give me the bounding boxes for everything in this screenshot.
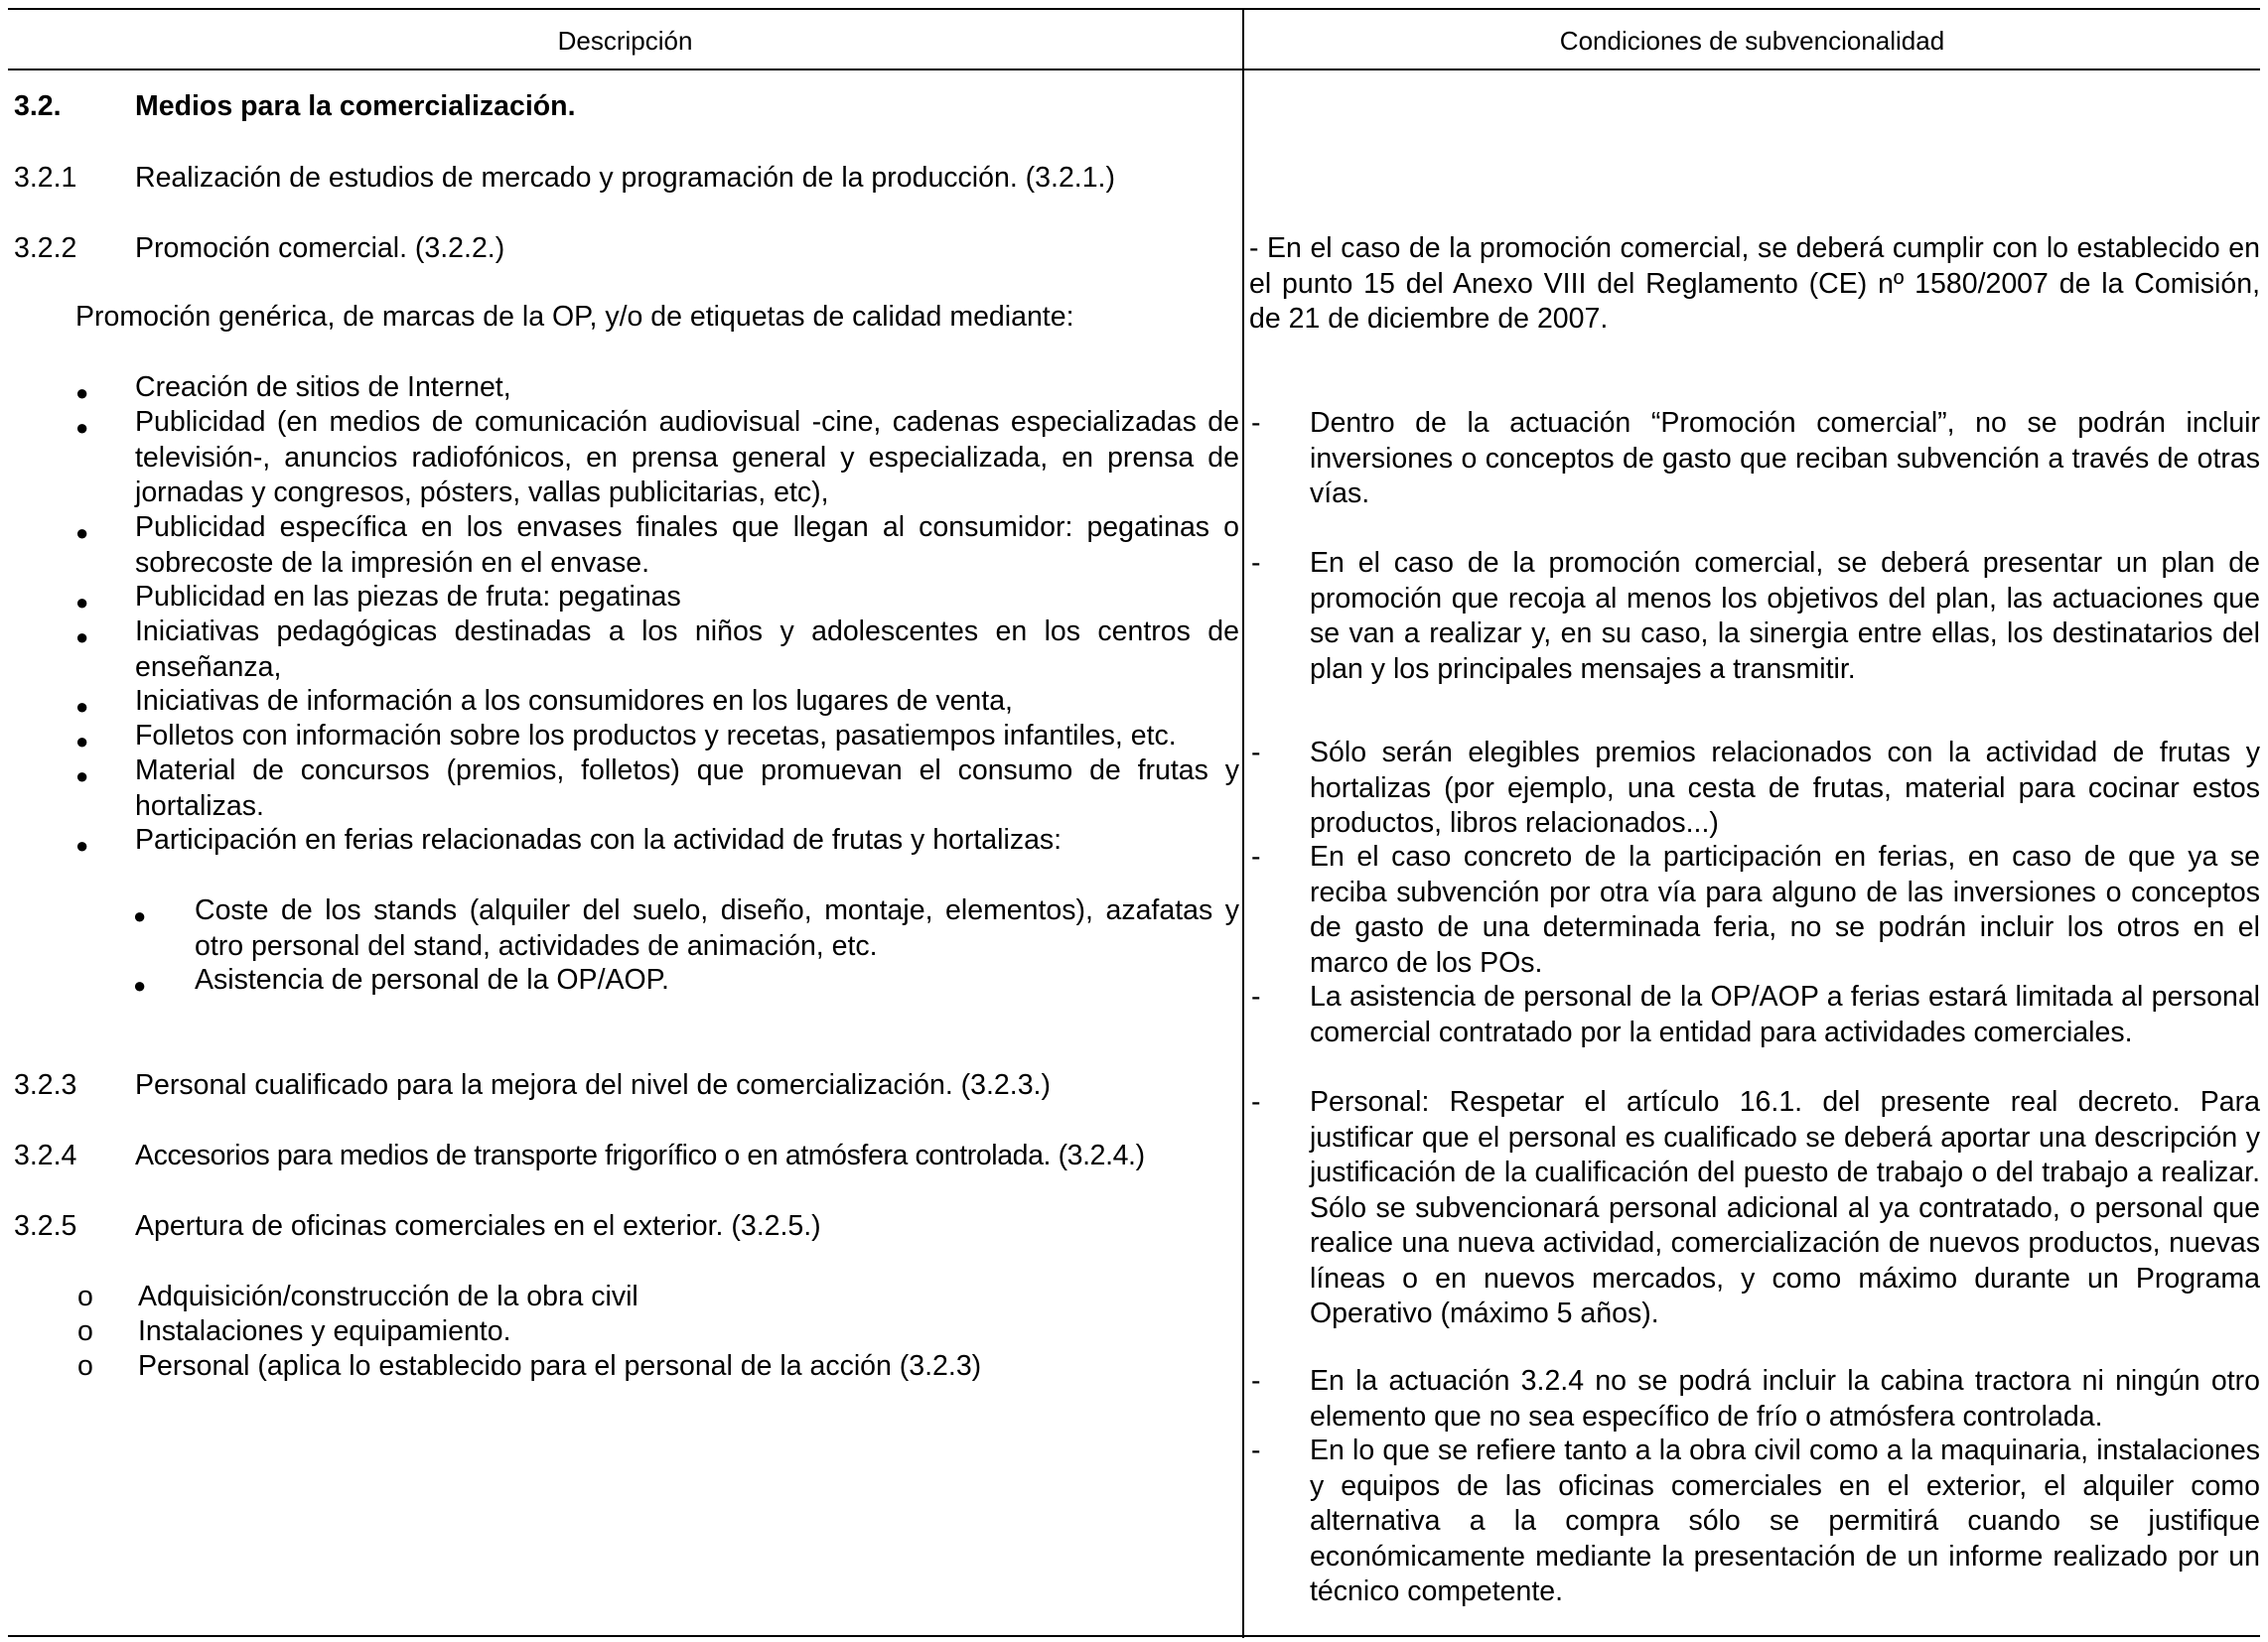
list-item: Folletos con información sobre los productos y recetas, pasatiempos infantiles, etc. <box>135 720 1177 752</box>
section-text: Personal cualificado para la mejora del nivel de comercialización. (3.2.3.) <box>135 1069 1051 1101</box>
dash-marker: - <box>1251 737 1261 768</box>
list-item: Adquisición/construcción de la obra civil <box>138 1281 638 1312</box>
section-number: 3.2.2 <box>14 232 77 264</box>
column-divider <box>1242 8 1244 1638</box>
condition-item: En la actuación 3.2.4 no se podrá incluir la cabina tractora ni ningún otro elemento que no sea específico de frío o atmósfera controlada. <box>1310 1365 2260 1433</box>
bullet-icon: ● <box>75 380 89 405</box>
bullet-icon: ● <box>75 520 89 545</box>
section-title: Medios para la comercialización. <box>135 90 576 122</box>
bullet-icon: ● <box>75 763 89 788</box>
section-text: Realización de estudios de mercado y programación de la producción. (3.2.1.) <box>135 162 1115 194</box>
table-bottom-rule <box>8 1635 2260 1637</box>
list-item: Iniciativas de información a los consumidores en los lugares de venta, <box>135 685 1013 717</box>
bullet-icon: ● <box>75 729 89 753</box>
section-text: Promoción comercial. (3.2.2.) <box>135 232 505 264</box>
list-item: Asistencia de personal de la OP/AOP. <box>195 964 669 996</box>
dash-marker: - <box>1251 407 1261 439</box>
condition-item: En lo que se refiere tanto a la obra civil como a la maquinaria, instalaciones y equipos de las oficinas comerciales en el exterior, el alquiler como alternativa a la compra sólo se permitirá cuando se justifique económicamente mediante la presentación de un informe realizado por un técnico competente. <box>1310 1435 2260 1607</box>
list-item: Publicidad en las piezas de fruta: pegatinas <box>135 581 681 613</box>
section-number: 3.2.5 <box>14 1210 77 1242</box>
list-item: Publicidad específica en los envases finales que llegan al consumidor: pegatinas o sobrecoste de la impresión en el envase. <box>135 511 1239 579</box>
condition-item: Dentro de la actuación “Promoción comercial”, no se podrán incluir inversiones o conceptos de gasto que reciban subvención a través de otras vías. <box>1310 407 2260 509</box>
condition-item: La asistencia de personal de la OP/AOP a ferias estará limitada al personal comercial contratado por la entidad para actividades comerciales. <box>1310 981 2260 1048</box>
bullet-icon: ● <box>75 624 89 649</box>
table-top-rule <box>8 8 2260 10</box>
condition-item: En el caso de la promoción comercial, se deberá presentar un plan de promoción que recoja al menos los objetivos del plan, las actuaciones que se van a realizar y, en su caso, la sinergia entre ellas, los destinatarios del plan y los principales mensajes a transmitir. <box>1310 547 2260 685</box>
dash-marker: - <box>1251 1086 1261 1118</box>
list-item: Instalaciones y equipamiento. <box>138 1315 511 1347</box>
promo-intro: Promoción genérica, de marcas de la OP, y/o de etiquetas de calidad mediante: <box>75 301 1074 333</box>
list-item: Material de concursos (premios, folletos) que promuevan el consumo de frutas y hortalizas. <box>135 754 1239 822</box>
section-number: 3.2. <box>14 90 62 122</box>
column-header-condiciones: Condiciones de subvencionalidad <box>1559 26 1945 56</box>
circle-bullet-icon: o <box>77 1350 93 1382</box>
section-number: 3.2.4 <box>14 1140 77 1171</box>
condition-item: Personal: Respetar el artículo 16.1. del presente real decreto. Para justificar que el personal es cualificado se deberá aportar una descripción y justificación de la cualificación del puesto de trabajo o del trabajo a realizar. Sólo se subvencionará personal adicional al ya contratado, o personal que realice una nueva actividad, comercialización de nuevos productos, nuevas líneas o en nuevos mercados, y como máximo durante un Programa Operativo (máximo 5 años). <box>1310 1086 2260 1329</box>
list-item: Iniciativas pedagógicas destinadas a los niños y adolescentes en los centros de enseñanza, <box>135 616 1239 683</box>
list-item: Creación de sitios de Internet, <box>135 371 511 403</box>
dash-marker: - <box>1251 547 1261 579</box>
bullet-icon: ● <box>75 833 89 858</box>
condition-intro: - En el caso de la promoción comercial, se deberá cumplir con lo establecido en el punto 15 del Anexo VIII del Reglamento (CE) nº 1580/2007 de la Comisión, de 21 de diciembre de 2007. <box>1249 232 2260 335</box>
bullet-icon: ● <box>133 973 147 998</box>
column-header-descripcion: Descripción <box>557 26 693 56</box>
header-bottom-rule <box>8 68 2260 70</box>
condition-item: En el caso concreto de la participación en ferias, en caso de que ya se reciba subvención por otra vía para alguno de las inversiones o conceptos de gasto de una determinada feria, no se podrán incluir los otros en el marco de los POs. <box>1310 841 2260 979</box>
dash-marker: - <box>1251 841 1261 873</box>
list-item: Personal (aplica lo establecido para el personal de la acción (3.2.3) <box>138 1350 982 1382</box>
section-number: 3.2.3 <box>14 1069 77 1101</box>
list-item: Publicidad (en medios de comunicación audiovisual -cine, cadenas especializadas de televisión-, anuncios radiofónicos, en prensa general y especializada, en prensa de jornadas y congresos, pósters, vallas publicitarias, etc), <box>135 406 1239 508</box>
section-number: 3.2.1 <box>14 162 77 194</box>
circle-bullet-icon: o <box>77 1315 93 1347</box>
bullet-icon: ● <box>133 903 147 928</box>
list-item: Participación en ferias relacionadas con la actividad de frutas y hortalizas: <box>135 824 1063 856</box>
circle-bullet-icon: o <box>77 1281 93 1312</box>
bullet-icon: ● <box>75 694 89 719</box>
dash-marker: - <box>1251 981 1261 1013</box>
list-item: Coste de los stands (alquiler del suelo, diseño, montaje, elementos), azafatas y otro personal del stand, actividades de animación, etc. <box>195 894 1239 962</box>
dash-marker: - <box>1251 1365 1261 1397</box>
condition-item: Sólo serán elegibles premios relacionados con la actividad de frutas y hortalizas (por ejemplo, una cesta de frutas, material para cocinar estos productos, libros relacionados...) <box>1310 737 2260 839</box>
section-text: Accesorios para medios de transporte frigorífico o en atmósfera controlada. (3.2.4.) <box>135 1140 1145 1171</box>
section-text: Apertura de oficinas comerciales en el exterior. (3.2.5.) <box>135 1210 821 1242</box>
dash-marker: - <box>1251 1435 1261 1466</box>
bullet-icon: ● <box>75 590 89 615</box>
bullet-icon: ● <box>75 415 89 440</box>
